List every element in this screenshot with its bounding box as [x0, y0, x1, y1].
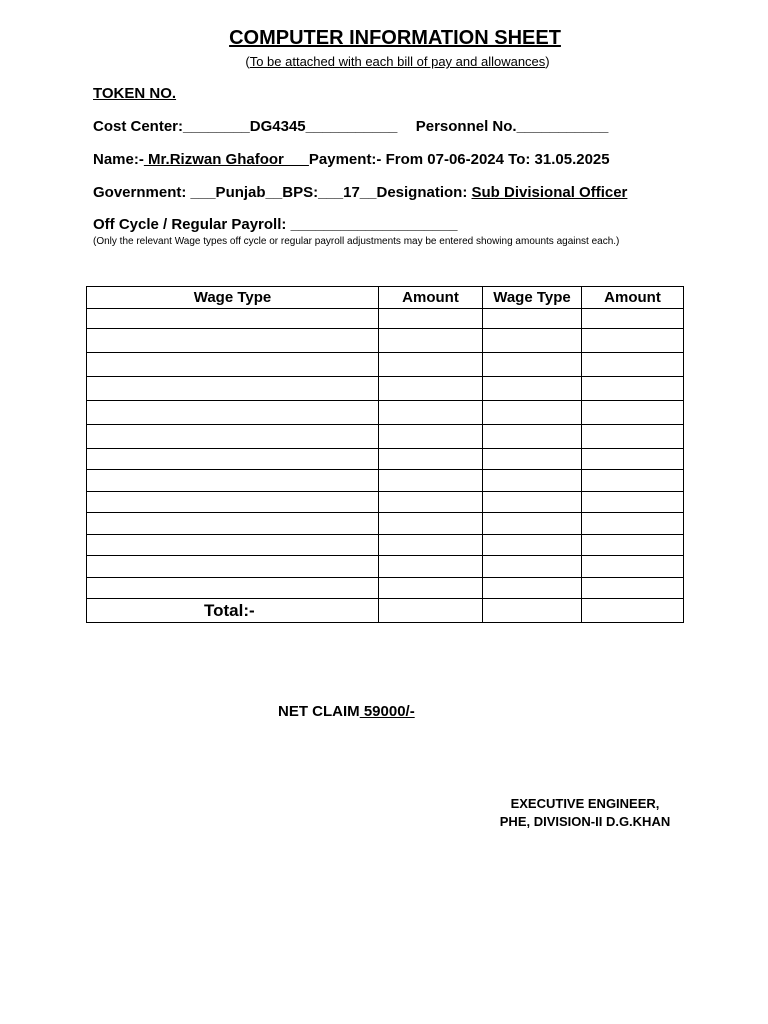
amount-cell[interactable] — [582, 353, 684, 377]
wage-table — [86, 286, 684, 623]
name-line — [93, 151, 610, 168]
amount-cell[interactable] — [379, 329, 483, 353]
wage-type-cell[interactable] — [87, 425, 379, 449]
personnel-no-value: ___________ — [516, 118, 609, 135]
amount-cell[interactable] — [582, 492, 684, 513]
payroll-note: (Only the relevant Wage types off cycle or regular payroll adjustments may be entered showing amounts against each.) — [93, 236, 620, 247]
signature-title: EXECUTIVE ENGINEER, — [510, 796, 660, 811]
header-wage-type-1: Wage Type — [87, 287, 379, 309]
wage-type-cell[interactable] — [87, 513, 379, 535]
header-amount-1: Amount — [379, 287, 483, 309]
table-row — [87, 535, 684, 556]
amount-cell[interactable] — [379, 377, 483, 401]
amount-cell[interactable] — [379, 492, 483, 513]
payment-period: Payment:- From 07-06-2024 To: 31.05.2025 — [308, 151, 610, 168]
wage-type-cell[interactable] — [87, 353, 379, 377]
wage-type-cell[interactable] — [483, 513, 582, 535]
amount-cell[interactable] — [379, 535, 483, 556]
net-claim-label: NET CLAIM — [278, 703, 360, 720]
table-row — [87, 492, 684, 513]
table-row — [87, 513, 684, 535]
table-row — [87, 309, 684, 329]
amount-cell[interactable] — [582, 513, 684, 535]
wage-type-cell[interactable] — [483, 401, 582, 425]
wage-type-cell[interactable] — [87, 535, 379, 556]
wage-type-cell[interactable] — [87, 556, 379, 578]
wage-type-cell[interactable] — [87, 401, 379, 425]
amount-cell[interactable] — [379, 578, 483, 599]
payroll-label: Off Cycle / Regular Payroll: — [93, 216, 287, 233]
wage-type-cell[interactable] — [483, 535, 582, 556]
amount-cell[interactable] — [582, 329, 684, 353]
total-amount-cell[interactable] — [582, 599, 684, 623]
wage-type-cell[interactable] — [87, 449, 379, 470]
designation-label: Designation: — [376, 184, 468, 201]
wage-type-cell[interactable] — [87, 578, 379, 599]
table-row — [87, 377, 684, 401]
table-row — [87, 449, 684, 470]
net-claim — [278, 703, 415, 720]
amount-cell[interactable] — [582, 556, 684, 578]
amount-cell[interactable] — [379, 556, 483, 578]
table-row — [87, 401, 684, 425]
amount-cell[interactable] — [582, 578, 684, 599]
signature-office: PHE, DIVISION-II D.G.KHAN — [499, 814, 671, 829]
sheet-subtitle: (To be attached with each bill of pay and allowances) — [245, 54, 550, 69]
cost-center-label: Cost Center: — [93, 118, 184, 135]
wage-type-cell[interactable] — [483, 556, 582, 578]
wage-type-cell[interactable] — [483, 492, 582, 513]
amount-cell[interactable] — [582, 401, 684, 425]
name-label: Name:- — [93, 151, 144, 168]
amount-cell[interactable] — [379, 309, 483, 329]
amount-cell[interactable] — [582, 425, 684, 449]
amount-cell[interactable] — [582, 377, 684, 401]
wage-type-cell[interactable] — [483, 425, 582, 449]
header-amount-2: Amount — [582, 287, 684, 309]
personnel-no-label: Personnel No. — [415, 118, 517, 135]
government-label: Government: — [93, 184, 187, 201]
table-row — [87, 578, 684, 599]
amount-cell[interactable] — [379, 401, 483, 425]
wage-type-cell[interactable] — [483, 470, 582, 492]
name-value: Mr.Rizwan Ghafoor___ — [143, 151, 309, 168]
wage-type-cell[interactable] — [87, 492, 379, 513]
wage-type-cell[interactable] — [483, 329, 582, 353]
bps-label: BPS: — [282, 184, 319, 201]
wage-type-cell[interactable] — [483, 309, 582, 329]
designation-value: Sub Divisional Officer — [471, 184, 628, 201]
bps-value: ___17__ — [318, 184, 377, 201]
table-row — [87, 470, 684, 492]
wage-type-cell[interactable] — [87, 329, 379, 353]
table-row — [87, 556, 684, 578]
wage-type-cell[interactable] — [483, 353, 582, 377]
amount-cell[interactable] — [379, 353, 483, 377]
amount-cell[interactable] — [582, 470, 684, 492]
cost-center-value: ________DG4345___________ — [183, 118, 398, 135]
amount-cell[interactable] — [582, 449, 684, 470]
total-wage-type-cell[interactable] — [483, 599, 582, 623]
table-row — [87, 329, 684, 353]
header-wage-type-2: Wage Type — [483, 287, 582, 309]
payroll-value: ____________________ — [290, 216, 458, 233]
government-value: ___Punjab__ — [190, 184, 283, 201]
wage-type-cell[interactable] — [87, 470, 379, 492]
amount-cell[interactable] — [379, 425, 483, 449]
total-row — [87, 599, 684, 623]
net-claim-value: 59000/- — [359, 703, 415, 720]
wage-type-cell[interactable] — [483, 377, 582, 401]
total-amount-cell[interactable] — [379, 599, 483, 623]
wage-type-cell[interactable] — [87, 309, 379, 329]
cost-center-line — [93, 118, 608, 135]
token-no-label: TOKEN NO. — [93, 85, 177, 102]
wage-type-cell[interactable] — [483, 449, 582, 470]
sheet-title: COMPUTER INFORMATION SHEET — [229, 27, 561, 49]
table-header-row — [87, 287, 684, 309]
amount-cell[interactable] — [379, 470, 483, 492]
amount-cell[interactable] — [582, 309, 684, 329]
amount-cell[interactable] — [379, 449, 483, 470]
amount-cell[interactable] — [582, 535, 684, 556]
table-row — [87, 353, 684, 377]
government-line — [93, 184, 627, 201]
table-row — [87, 425, 684, 449]
amount-cell[interactable] — [379, 513, 483, 535]
payroll-line — [93, 216, 457, 233]
wage-type-cell[interactable] — [87, 377, 379, 401]
total-label: Total:- — [87, 599, 379, 623]
wage-type-cell[interactable] — [483, 578, 582, 599]
